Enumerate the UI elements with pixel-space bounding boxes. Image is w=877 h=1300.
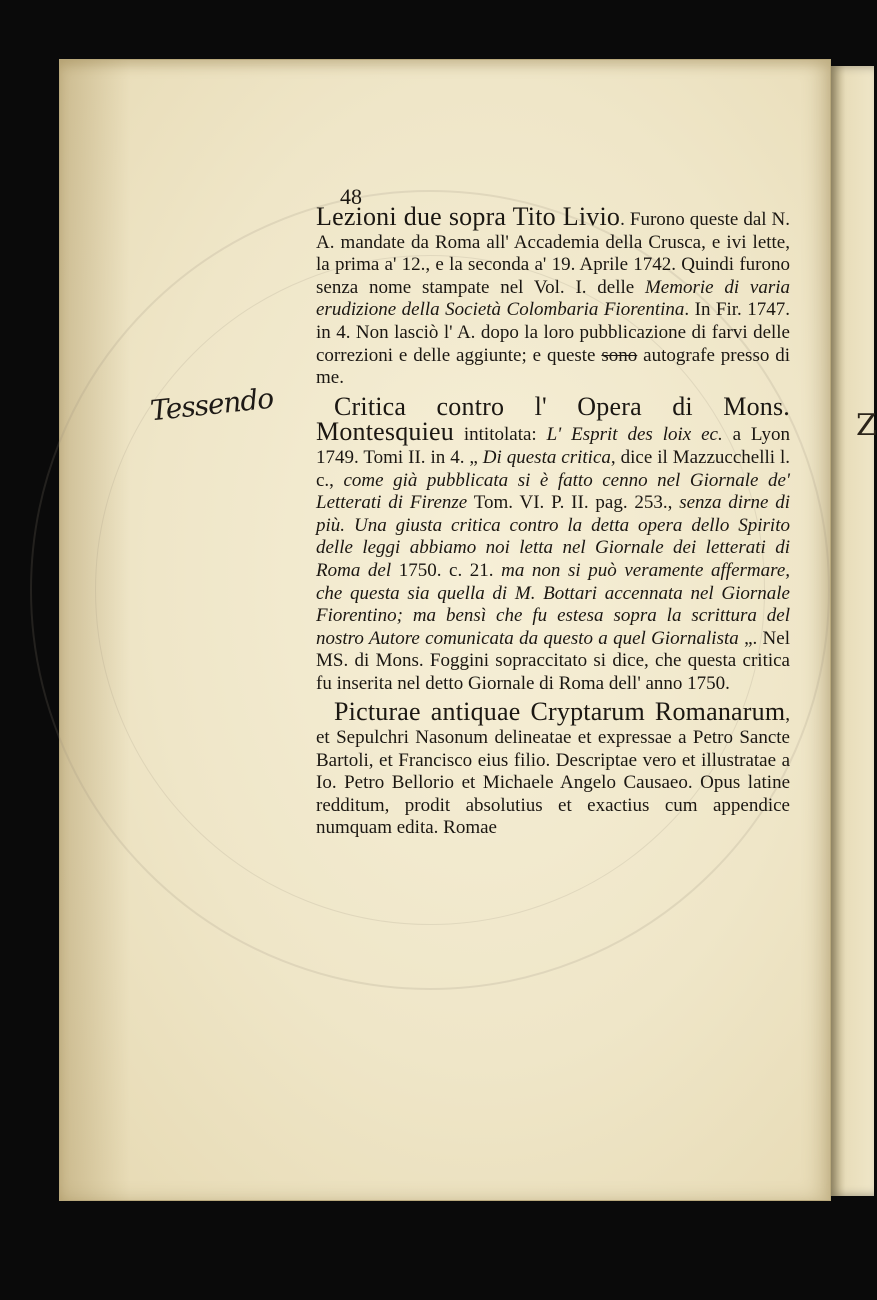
- entry-text-italic: senza dirne di più. Una giusta critica contro la detta opera dello Spirito delle leggi abbiamo noi letta nel Giornale dei letterati di Roma del: [316, 492, 790, 581]
- facing-page-edge: [830, 66, 874, 1196]
- entry-text-italic: Di questa critica: [482, 446, 611, 468]
- entry-text: . Furono queste dal N. A. mandate da Roma all' Accademia della Crusca, e ivi lette, la prima a' 12., e la seconda a' 19. Aprile 1742. Quindi furono senza nome stampate nel Vol. I. delle: [316, 209, 790, 298]
- entry-text: . In Fir. 1747. in 4. Non lasciò l' A. dopo la loro pubblicazione di farvi delle correzioni e delle aggiunte; e queste: [316, 299, 791, 366]
- entry-title: Picturae antiquae Cryptarum Romanarum: [334, 697, 786, 727]
- page-number: 48: [340, 184, 362, 209]
- entry-text-italic: ma non si può veramente affermare, che questa sia quella di M. Bottari accennata nel Giornale Fiorentino; ma bensì che fu estesa sopra la scrittura del nostro Autore comunicata da questo a quel Giornalista: [316, 559, 791, 649]
- entry-text: a Lyon 1749. Tomi II. in 4. „: [316, 424, 790, 468]
- entry-text: intitolata:: [453, 424, 547, 446]
- entry-critica: [316, 391, 791, 696]
- entry-title: Critica contro l' Opera di Mons. Montesquieu: [316, 391, 790, 447]
- entry-text: autografe presso di me.: [316, 344, 791, 389]
- entry-text-italic: Memorie di varia erudizione della Società Colombaria Fiorentina: [316, 276, 790, 321]
- entry-text: , dice il Mazzucchelli l. c.,: [316, 446, 791, 491]
- entry-text: Tom. VI. P. II. pag. 253.,: [467, 492, 680, 514]
- page-body-text: [316, 202, 791, 846]
- entry-title: Lezioni due sopra Tito Livio: [316, 202, 621, 231]
- entry-lezioni: [316, 202, 791, 390]
- entry-text: „. Nel MS. di Mons. Foggini sopraccitato si dice, che questa critica fu inserita nel detto Giornale di Roma dell' anno 1750.: [316, 627, 790, 694]
- entry-text-struck: sono: [601, 344, 638, 366]
- entry-text-italic: come già pubblicata si è fatto cenno nel Giornale de' Letterati di Firenze: [316, 469, 790, 514]
- facing-page-letter: Z: [856, 408, 877, 443]
- entry-text: , et Sepulchri Nasonum delineatae et expressae a Petro Sancte Bartoli, et Francisco eius filio. Descriptae vero et illustratae a Io. Petro Bellorio et Michaele Angelo Causaeo. Opus latine redditum, prodit absolutius et exactius cum appendice numquam edita. Romae: [316, 704, 790, 839]
- handwritten-margin-note: Tessendo: [148, 381, 275, 428]
- entry-picturae: [316, 697, 790, 840]
- entry-text: 1750. c. 21.: [391, 559, 502, 581]
- entry-text-italic: L' Esprit des loix ec.: [546, 424, 723, 446]
